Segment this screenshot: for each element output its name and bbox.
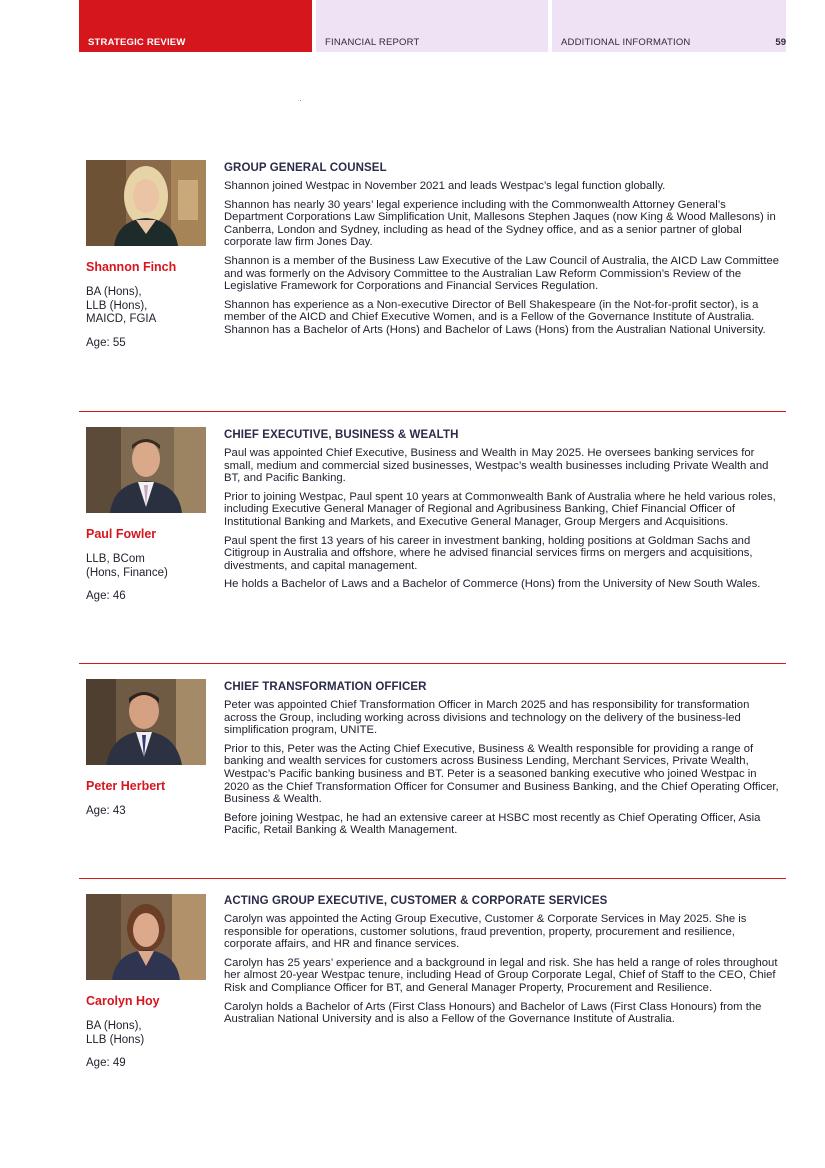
person-age: Age: 55: [86, 336, 126, 349]
page-number: 59: [775, 37, 786, 48]
bio-paragraph: Before joining Westpac, he had an extensive career at HSBC most recently as Chief Operating Officer, Asia Pacific, Retail Banking & Wealth Management.: [224, 811, 761, 837]
bio-paragraph: Shannon has nearly 30 years’ legal experience including with the Commonwealth Attorney General’s Department Corporations Law Simplification Unit, Mallesons Stephen Jaques (now King & Wood Mallesons) in Canberra, London and Sydney, including as head of the Sydney office, and as a senior partner of global corporate law firm Jones Day.: [224, 198, 776, 249]
bio-paragraph: He holds a Bachelor of Laws and a Bachelor of Commerce (Hons) from the University of New South Wales.: [224, 578, 761, 591]
portrait-peter-herbert: [86, 679, 206, 765]
profile-bio-peter-herbert: [224, 681, 784, 843]
profile-left-carolyn-hoy: [86, 994, 211, 1071]
section-divider: [79, 663, 786, 664]
section-divider: [79, 411, 786, 412]
role-title: CHIEF EXECUTIVE, BUSINESS & WEALTH: [224, 429, 459, 441]
person-qualifications: BA (Hons), LLB (Hons), MAICD, FGIA: [86, 286, 157, 325]
bio-paragraph: Paul spent the first 13 years of his career in investment banking, holding positions at Goldman Sachs and Citigroup in Australia and offshore, where he advised financial services firms on mergers and acquisitions, divestments, and capital management.: [224, 534, 753, 572]
portrait-shannon-finch: [86, 160, 206, 246]
section-divider: [79, 878, 786, 879]
tab-financial-report[interactable]: FINANCIAL REPORT: [316, 0, 548, 52]
tab-strategic-review[interactable]: STRATEGIC REVIEW: [79, 0, 312, 52]
bio-paragraph: Peter was appointed Chief Transformation Officer in March 2025 and has responsibility for transformation across the Group, including working across divisions and technology on the delivery of the business-led simplification program, UNITE.: [224, 699, 750, 737]
profile-left-shannon-finch: [86, 260, 211, 350]
bio-paragraph: Prior to joining Westpac, Paul spent 10 years at Commonwealth Bank of Australia where he held various roles, including Executive General Manager of Regional and Agribusiness Banking, Chief Financial Officer of Institutional Banking and Markets, and Executive General Manager, Group Mergers and Acquisitions.: [224, 490, 776, 528]
section-tabs: [79, 0, 786, 52]
person-name: Paul Fowler: [86, 527, 157, 541]
bio-paragraph: Paul was appointed Chief Executive, Business and Wealth in May 2025. He oversees banking services for small, medium and commercial sized businesses, Westpac’s wealth businesses including Private Wealth and BT, and Pacific Banking.: [224, 447, 769, 485]
person-name: Shannon Finch: [86, 260, 177, 274]
bio-paragraph: Shannon joined Westpac in November 2021 and leads Westpac’s legal function globally.: [224, 180, 666, 192]
role-title: CHIEF TRANSFORMATION OFFICER: [224, 681, 427, 693]
person-name: Peter Herbert: [86, 779, 166, 793]
bio-paragraph: Carolyn was appointed the Acting Group Executive, Customer & Corporate Services in May 2025. She is responsible for operations, customer solutions, fraud prevention, property, procurement and resilience, corporate affairs, and HR and finance services.: [224, 913, 747, 951]
person-qualifications: BA (Hons), LLB (Hons): [86, 1020, 145, 1046]
portrait-paul-fowler: [86, 427, 206, 513]
profile-bio-shannon-finch: [224, 162, 784, 343]
profile-left-peter-herbert: [86, 779, 211, 819]
profile-bio-carolyn-hoy: [224, 895, 784, 1032]
person-name: Carolyn Hoy: [86, 994, 160, 1008]
role-title: ACTING GROUP EXECUTIVE, CUSTOMER & CORPORATE SERVICES: [224, 895, 608, 907]
role-title: GROUP GENERAL COUNSEL: [224, 162, 387, 174]
stray-mark: [300, 100, 301, 101]
bio-paragraph: Shannon is a member of the Business Law Executive of the Law Council of Australia, the AICD Law Committee and was formerly on the Advisory Committee to the Australian Law Reform Commission’s Review of the Legislative Framework for Corporations and Financial Services Regulation.: [224, 254, 780, 293]
profile-left-paul-fowler: [86, 527, 211, 604]
bio-paragraph: Prior to this, Peter was the Acting Chief Executive, Business & Wealth responsible for providing a range of banking and wealth services for customers across Business Lending, Merchant Services, Private Wealth, Westpac’s Pacific banking business and BT. Peter is a seasoned banking executive who joined Westpac in 2020 as the Chief Transformation Officer for Consumer and Business Banking, and the Chief Operating Officer, Business & Wealth.: [224, 742, 779, 806]
profile-bio-paul-fowler: [224, 429, 784, 597]
person-age: Age: 46: [86, 590, 126, 602]
bio-paragraph: Shannon has experience as a Non-executive Director of Bell Shakespeare (in the Not-for-profit sector), is a member of the AICD and Chief Executive Women, and is a Fellow of the Governance Institute of Australia. Shannon has a Bachelor of Arts (Hons) and Bachelor of Laws (Hons) from the Australian National University.: [224, 298, 766, 336]
person-qualifications: LLB, BCom (Hons, Finance): [86, 553, 168, 579]
portrait-carolyn-hoy: [86, 894, 206, 980]
person-age: Age: 49: [86, 1057, 126, 1069]
tab-additional-information[interactable]: ADDITIONAL INFORMATION: [552, 0, 786, 52]
bio-paragraph: Carolyn holds a Bachelor of Arts (First Class Honours) and Bachelor of Laws (First Class Honours) from the Australian National University and is also a Fellow of the Governance Institute of Australia.: [224, 1000, 762, 1026]
person-age: Age: 43: [86, 805, 126, 817]
bio-paragraph: Carolyn has 25 years’ experience and a background in legal and risk. She has held a range of roles throughout her almost 20-year Westpac tenure, including Head of Group Corporate Legal, Chief of Staff to the CEO, Chief Risk and Compliance Officer for BT, and General Manager Property, Procurement and Resilience.: [224, 956, 778, 994]
